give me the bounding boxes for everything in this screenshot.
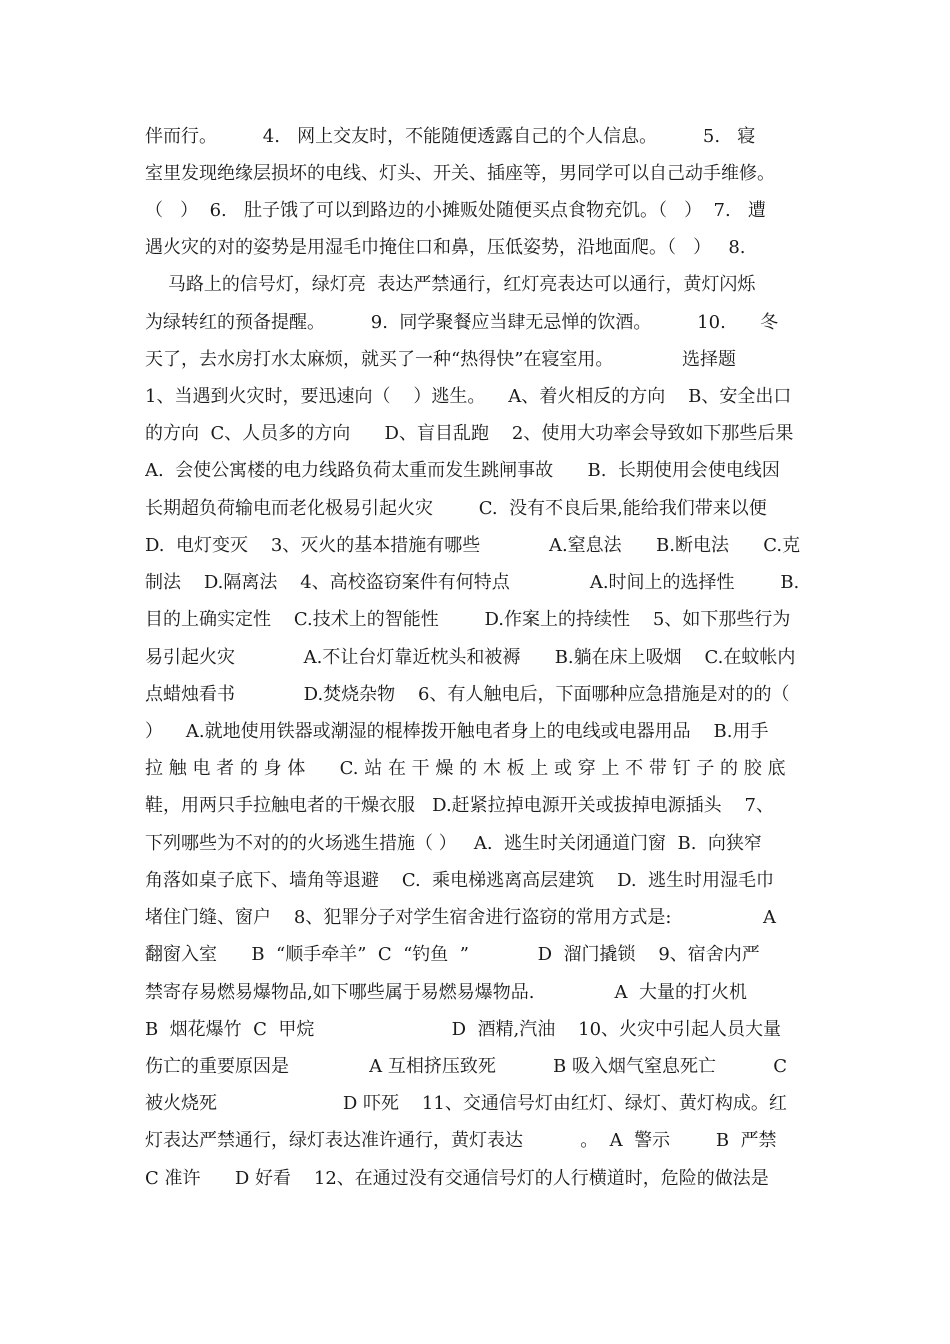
text-line: 马路上的信号灯，绿灯亮 表达严禁通行，红灯亮表达可以通行，黄灯闪烁: [145, 274, 756, 295]
text-line: 下列哪些为不对的的火场逃生措施（ ） A. 逃生时关闭通道门窗 B. 向狭窄: [145, 833, 762, 854]
text-line: C 准许 D 好看 12、在通过没有交通信号灯的人行横道时，危险的做法是: [145, 1168, 769, 1189]
text-line: （ ） 6. 肚子饿了可以到路边的小摊贩处随便买点食物充饥。（ ） 7. 遭: [145, 200, 766, 221]
text-line: D. 电灯变灭 3、灭火的基本措施有哪些 A.窒息法 B.断电法 C.克: [145, 535, 801, 556]
text-line: 目的上确实定性 C.技术上的智能性 D.作案上的持续性 5、如下那些行为: [145, 609, 791, 630]
text-line: 伴而行。 4. 网上交友时，不能随便透露自己的个人信息。 5. 寝: [145, 126, 756, 147]
text-line: 为绿转红的预备提醒。 9. 同学聚餐应当肆无忌惮的饮酒。 10. 冬: [145, 312, 779, 333]
text-line: 鞋，用两只手拉触电者的干燥衣服 D.赶紧拉掉电源开关或拔掉电源插头 7、: [145, 795, 775, 816]
text-line: 灯表达严禁通行，绿灯表达准许通行，黄灯表达 。 A 警示 B 严禁: [145, 1130, 777, 1151]
text-line: 点蜡烛看书 D.焚烧杂物 6、有人触电后，下面哪种应急措施是对的的（: [145, 684, 790, 705]
text-line: A. 会使公寓楼的电力线路负荷太重而发生跳闸事故 B. 长期使用会使电线因: [145, 460, 780, 481]
text-line: 被火烧死 D 吓死 11、交通信号灯由红灯、绿灯、黄灯构成。红: [145, 1093, 787, 1114]
text-line: B 烟花爆竹 C 甲烷 D 酒精,汽油 10、火灾中引起人员大量: [145, 1019, 782, 1040]
text-line: 长期超负荷输电而老化极易引起火灾 C. 没有不良后果,能给我们带来以便: [145, 498, 767, 519]
text-line: 的方向 C、人员多的方向 D、盲目乱跑 2、使用大功率会导致如下那些后果: [145, 423, 794, 444]
text-line: 制法 D.隔离法 4、高校盗窃案件有何特点 A.时间上的选择性 B.: [145, 572, 800, 593]
text-line: 室里发现绝缘层损坏的电线、灯头、开关、插座等，男同学可以自己动手维修。: [145, 163, 775, 184]
text-line: 伤亡的重要原因是 A 互相挤压致死 B 吸入烟气窒息死亡 C: [145, 1056, 787, 1077]
text-line: ） A.就地使用铁器或潮湿的棍棒拨开触电者身上的电线或电器用品 B.用手: [145, 721, 769, 742]
text-line: 拉 触 电 者 的 身 体 C. 站 在 干 燥 的 木 板 上 或 穿 上 不 带 钉 子 的 胶 底: [145, 758, 786, 779]
text-line: 堵住门缝、窗户 8、犯罪分子对学生宿舍进行盗窃的常用方式是: A: [145, 907, 776, 928]
text-line: 遇火灾的对的姿势是用湿毛巾掩住口和鼻，压低姿势，沿地面爬。（ ） 8.: [145, 237, 746, 258]
text-line: 翻窗入室 B “顺手牵羊” C “钓鱼 ” D 溜门撬锁 9、宿舍内严: [145, 944, 760, 965]
text-line: 天了，去水房打水太麻烦，就买了一种“热得快”在寝室用。 选择题: [145, 349, 737, 370]
text-line: 角落如桌子底下、墙角等退避 C. 乘电梯逃离高层建筑 D. 逃生时用湿毛巾: [145, 870, 775, 891]
text-line: 禁寄存易燃易爆物品,如下哪些属于易燃易爆物品. A 大量的打火机: [145, 982, 747, 1003]
text-line: 易引起火灾 A.不让台灯靠近枕头和被褥 B.躺在床上吸烟 C.在蚊帐内: [145, 647, 796, 668]
text-line: 1、当遇到火灾时，要迅速向（ ）逃生。 A、着火相反的方向 B、安全出口: [145, 386, 792, 407]
